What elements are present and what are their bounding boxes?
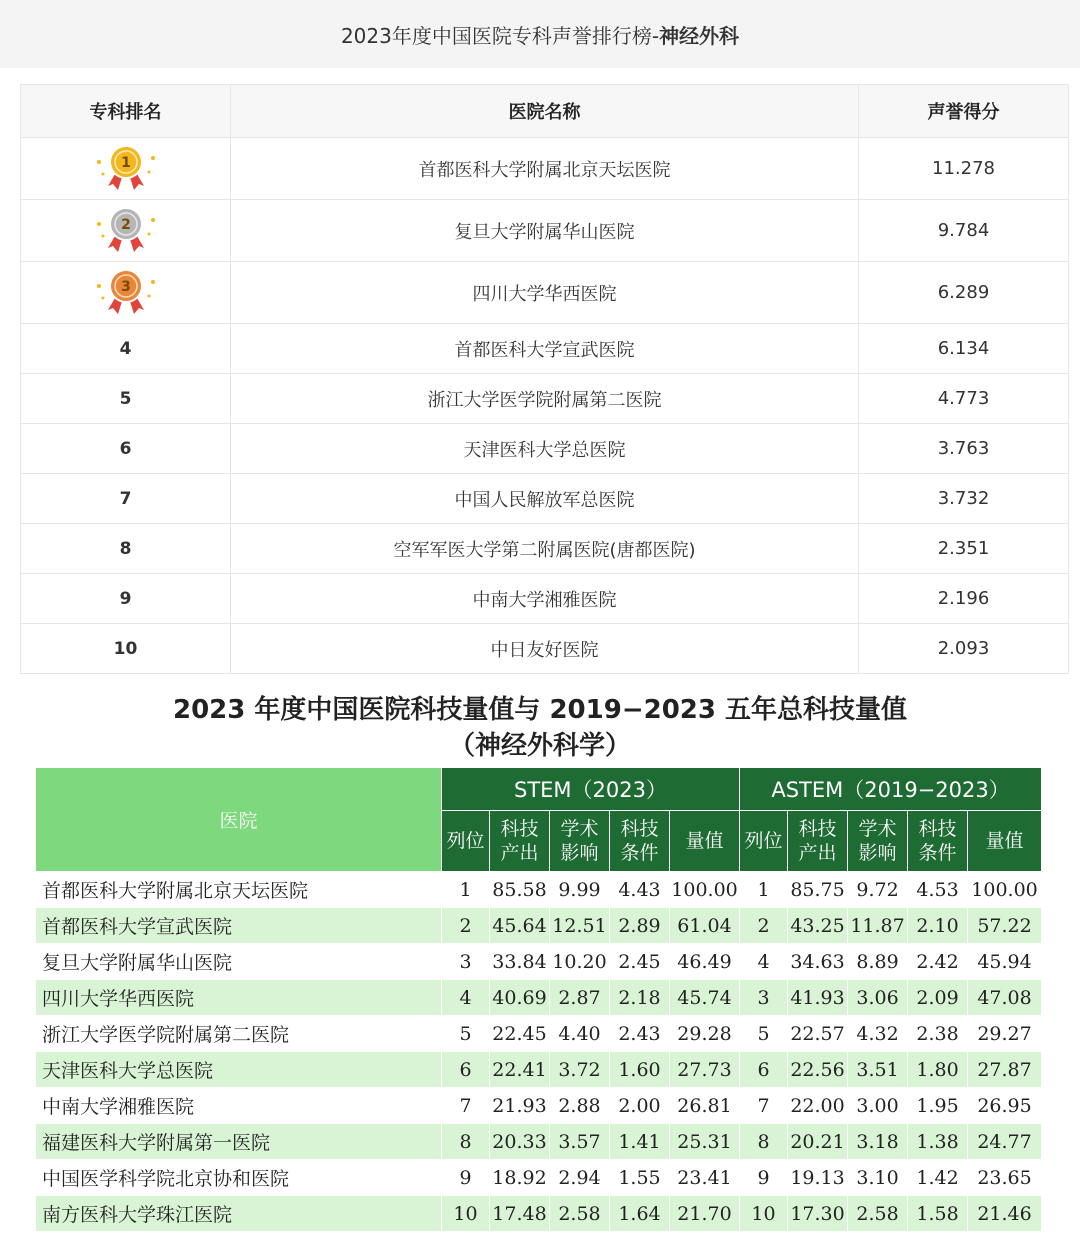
stem-row	[36, 1052, 1042, 1088]
stem-cell-value: 5	[442, 1016, 490, 1052]
stem-cell-value: 3.10	[848, 1160, 908, 1196]
stem-cell-value: 43.25	[788, 908, 848, 944]
ranking-title	[0, 0, 1080, 68]
stem-sub-header	[788, 811, 848, 872]
ranking-cell-hospital: 空军军医大学第二附属医院(唐都医院)	[231, 524, 859, 574]
stem-cell-value: 9	[442, 1160, 490, 1196]
stem-cell-value: 27.87	[968, 1052, 1042, 1088]
stem-cell-value: 45.94	[968, 944, 1042, 980]
stem-cell-value: 25.31	[670, 1124, 740, 1160]
ranking-cell-score: 9.784	[859, 200, 1069, 262]
stem-cell-value: 2.09	[908, 980, 968, 1016]
stem-cell-value: 47.08	[968, 980, 1042, 1016]
stem-cell-value: 3	[442, 944, 490, 980]
stem-cell-value: 57.22	[968, 908, 1042, 944]
ranking-cell-hospital: 中国人民解放军总医院	[231, 474, 859, 524]
stem-cell-hospital: 首都医科大学附属北京天坛医院	[36, 872, 442, 908]
stem-cell-value: 6	[442, 1052, 490, 1088]
stem-sub-header-line: 产出	[500, 842, 539, 864]
ranking-cell-score: 3.763	[859, 424, 1069, 474]
stem-cell-hospital: 天津医科大学总医院	[36, 1052, 442, 1088]
stem-cell-value: 2.45	[610, 944, 670, 980]
ranking-cell-rank: 7	[21, 474, 231, 524]
ranking-cell-hospital: 浙江大学医学院附属第二医院	[231, 374, 859, 424]
stem-cell-value: 12.51	[550, 908, 610, 944]
stem-cell-value: 45.74	[670, 980, 740, 1016]
stem-cell-value: 6	[740, 1052, 788, 1088]
stem-cell-value: 1.64	[610, 1196, 670, 1232]
ranking-title-prefix: 2023年度中国医院专科声誉排行榜-	[340, 23, 660, 48]
stem-row	[36, 1124, 1042, 1160]
ranking-cell-hospital: 中日友好医院	[231, 624, 859, 674]
stem-sub-header	[550, 811, 610, 872]
ranking-cell-score: 2.351	[859, 524, 1069, 574]
stem-cell-hospital: 首都医科大学宣武医院	[36, 908, 442, 944]
stem-cell-value: 20.21	[788, 1124, 848, 1160]
ranking-row	[21, 424, 1069, 474]
ranking-cell-hospital: 中南大学湘雅医院	[231, 574, 859, 624]
stem-cell-value: 20.33	[490, 1124, 550, 1160]
stem-cell-value: 2.38	[908, 1016, 968, 1052]
stem-cell-value: 22.57	[788, 1016, 848, 1052]
medal-rank-label: 1	[120, 155, 131, 171]
stem-cell-value: 40.69	[490, 980, 550, 1016]
stem-cell-value: 2.58	[848, 1196, 908, 1232]
ranking-cell-score: 11.278	[859, 138, 1069, 200]
stem-cell-value: 1.55	[610, 1160, 670, 1196]
stem-cell-value: 1.60	[610, 1052, 670, 1088]
stem-cell-value: 4.43	[610, 872, 670, 908]
stem-cell-value: 7	[442, 1088, 490, 1124]
stem-cell-hospital: 复旦大学附属华山医院	[36, 944, 442, 980]
stem-cell-value: 5	[740, 1016, 788, 1052]
stem-sub-header-line: 量值	[985, 830, 1024, 852]
stem-cell-value: 24.77	[968, 1124, 1042, 1160]
stem-cell-value: 1.42	[908, 1160, 968, 1196]
stem-cell-value: 22.41	[490, 1052, 550, 1088]
stem-cell-value: 3.18	[848, 1124, 908, 1160]
stem-cell-value: 21.70	[670, 1196, 740, 1232]
stem-sub-header-line: 影响	[858, 842, 897, 864]
stem-cell-value: 9	[740, 1160, 788, 1196]
stem-sub-header	[610, 811, 670, 872]
stem-title	[0, 692, 1080, 764]
stem-cell-value: 100.00	[670, 872, 740, 908]
stem-sub-header-line: 科技	[918, 818, 957, 840]
stem-cell-value: 10	[442, 1196, 490, 1232]
stem-cell-value: 2.94	[550, 1160, 610, 1196]
stem-cell-value: 27.73	[670, 1052, 740, 1088]
stem-cell-hospital: 浙江大学医学院附属第二医院	[36, 1016, 442, 1052]
stem-cell-value: 10	[740, 1196, 788, 1232]
ranking-cell-score: 6.289	[859, 262, 1069, 324]
ranking-table	[20, 84, 1069, 674]
ranking-table-body	[21, 138, 1069, 674]
stem-cell-value: 7	[740, 1088, 788, 1124]
stem-row	[36, 1016, 1042, 1052]
header-hospital: 医院名称	[231, 85, 859, 138]
stem-cell-value: 85.75	[788, 872, 848, 908]
stem-cell-value: 2.00	[610, 1088, 670, 1124]
ranking-cell-score: 2.093	[859, 624, 1069, 674]
stem-row	[36, 944, 1042, 980]
stem-sub-header	[490, 811, 550, 872]
stem-sub-header-line: 条件	[918, 842, 957, 864]
medal-rank-label: 2	[120, 217, 131, 233]
ranking-cell-rank: 5	[21, 374, 231, 424]
stem-cell-value: 2.18	[610, 980, 670, 1016]
ranking-cell-score: 6.134	[859, 324, 1069, 374]
stem-cell-value: 41.93	[788, 980, 848, 1016]
stem-table	[35, 767, 1042, 1232]
stem-cell-value: 3.72	[550, 1052, 610, 1088]
stem-sub-header	[442, 811, 490, 872]
stem-cell-value: 8	[442, 1124, 490, 1160]
stem-sub-header-line: 影响	[560, 842, 599, 864]
stem-sub-header-line: 科技	[798, 818, 837, 840]
stem-cell-value: 17.48	[490, 1196, 550, 1232]
ranking-cell-rank: 8	[21, 524, 231, 574]
stem-cell-value: 46.49	[670, 944, 740, 980]
gold-medal-icon	[91, 140, 161, 197]
stem-cell-value: 10.20	[550, 944, 610, 980]
stem-cell-value: 33.84	[490, 944, 550, 980]
header-rank: 专科排名	[21, 85, 231, 138]
ranking-row	[21, 524, 1069, 574]
ranking-cell-hospital: 首都医科大学附属北京天坛医院	[231, 138, 859, 200]
stem-sub-header-line: 产出	[798, 842, 837, 864]
ranking-cell-rank	[21, 262, 231, 324]
stem-cell-hospital: 中国医学科学院北京协和医院	[36, 1160, 442, 1196]
stem-cell-value: 100.00	[968, 872, 1042, 908]
bronze-medal-icon	[91, 264, 161, 321]
ranking-cell-rank: 6	[21, 424, 231, 474]
stem-sub-header-line: 条件	[620, 842, 659, 864]
stem-cell-value: 2	[442, 908, 490, 944]
stem-header-astem-2019-2023: ASTEM（2019−2023）	[740, 768, 1042, 811]
stem-cell-value: 61.04	[670, 908, 740, 944]
ranking-cell-rank: 4	[21, 324, 231, 374]
stem-cell-hospital: 四川大学华西医院	[36, 980, 442, 1016]
ranking-row	[21, 200, 1069, 262]
stem-header-stem-2023: STEM（2023）	[442, 768, 740, 811]
stem-cell-value: 45.64	[490, 908, 550, 944]
stem-cell-value: 1	[740, 872, 788, 908]
stem-sub-header	[908, 811, 968, 872]
stem-sub-header	[740, 811, 788, 872]
stem-header-hospital: 医院	[36, 768, 442, 872]
stem-cell-value: 8.89	[848, 944, 908, 980]
stem-cell-value: 1.80	[908, 1052, 968, 1088]
stem-cell-value: 3.51	[848, 1052, 908, 1088]
ranking-cell-score: 3.732	[859, 474, 1069, 524]
stem-cell-value: 23.65	[968, 1160, 1042, 1196]
stem-cell-value: 4.32	[848, 1016, 908, 1052]
stem-title-line2: （神经外科学）	[448, 731, 631, 761]
stem-sub-header-line: 列位	[744, 830, 783, 852]
stem-cell-value: 19.13	[788, 1160, 848, 1196]
ranking-cell-hospital: 首都医科大学宣武医院	[231, 324, 859, 374]
stem-cell-value: 85.58	[490, 872, 550, 908]
ranking-cell-hospital: 复旦大学附属华山医院	[231, 200, 859, 262]
stem-cell-value: 29.27	[968, 1016, 1042, 1052]
ranking-cell-score: 4.773	[859, 374, 1069, 424]
ranking-cell-score: 2.196	[859, 574, 1069, 624]
stem-row	[36, 1160, 1042, 1196]
stem-cell-value: 34.63	[788, 944, 848, 980]
stem-table-container	[35, 767, 1041, 1232]
stem-cell-value: 3.00	[848, 1088, 908, 1124]
stem-cell-value: 2.87	[550, 980, 610, 1016]
stem-cell-value: 9.72	[848, 872, 908, 908]
stem-cell-value: 2.10	[908, 908, 968, 944]
stem-cell-value: 2.88	[550, 1088, 610, 1124]
stem-cell-value: 4.40	[550, 1016, 610, 1052]
stem-cell-value: 1.41	[610, 1124, 670, 1160]
stem-cell-value: 3.06	[848, 980, 908, 1016]
stem-cell-value: 2.89	[610, 908, 670, 944]
stem-cell-hospital: 福建医科大学附属第一医院	[36, 1124, 442, 1160]
stem-sub-header-line: 学术	[560, 818, 599, 840]
stem-cell-value: 22.56	[788, 1052, 848, 1088]
ranking-row	[21, 138, 1069, 200]
stem-cell-value: 2.43	[610, 1016, 670, 1052]
ranking-cell-hospital: 天津医科大学总医院	[231, 424, 859, 474]
ranking-row	[21, 624, 1069, 674]
stem-cell-value: 1.95	[908, 1088, 968, 1124]
stem-sub-header-line: 科技	[620, 818, 659, 840]
stem-group-header-row	[36, 768, 1042, 811]
stem-sub-header-line: 学术	[858, 818, 897, 840]
ranking-header-row	[21, 85, 1069, 138]
stem-row	[36, 1196, 1042, 1232]
ranking-cell-hospital: 四川大学华西医院	[231, 262, 859, 324]
ranking-row	[21, 574, 1069, 624]
stem-cell-value: 9.99	[550, 872, 610, 908]
stem-cell-value: 18.92	[490, 1160, 550, 1196]
ranking-table-container	[20, 84, 1068, 674]
medal-rank-label: 3	[120, 279, 131, 295]
stem-cell-value: 1	[442, 872, 490, 908]
stem-cell-value: 26.95	[968, 1088, 1042, 1124]
stem-cell-value: 1.58	[908, 1196, 968, 1232]
stem-cell-value: 17.30	[788, 1196, 848, 1232]
stem-sub-header-line: 列位	[446, 830, 485, 852]
stem-cell-value: 2.58	[550, 1196, 610, 1232]
ranking-row	[21, 262, 1069, 324]
stem-cell-value: 21.93	[490, 1088, 550, 1124]
ranking-title-specialty: 神经外科	[659, 23, 740, 48]
stem-cell-value: 22.45	[490, 1016, 550, 1052]
stem-sub-header-line: 科技	[500, 818, 539, 840]
stem-cell-value: 23.41	[670, 1160, 740, 1196]
stem-cell-value: 3	[740, 980, 788, 1016]
stem-cell-value: 21.46	[968, 1196, 1042, 1232]
stem-cell-value: 2.42	[908, 944, 968, 980]
stem-cell-value: 4	[740, 944, 788, 980]
stem-row	[36, 1088, 1042, 1124]
stem-table-body	[36, 872, 1042, 1232]
ranking-row	[21, 474, 1069, 524]
stem-sub-header-line: 量值	[685, 830, 724, 852]
ranking-cell-rank	[21, 138, 231, 200]
ranking-cell-rank	[21, 200, 231, 262]
stem-cell-value: 29.28	[670, 1016, 740, 1052]
stem-cell-value: 8	[740, 1124, 788, 1160]
stem-row	[36, 908, 1042, 944]
stem-cell-value: 22.00	[788, 1088, 848, 1124]
stem-cell-value: 4	[442, 980, 490, 1016]
stem-cell-value: 26.81	[670, 1088, 740, 1124]
ranking-cell-rank: 9	[21, 574, 231, 624]
stem-row	[36, 872, 1042, 908]
stem-cell-value: 3.57	[550, 1124, 610, 1160]
header-score: 声誉得分	[859, 85, 1069, 138]
ranking-cell-rank: 10	[21, 624, 231, 674]
stem-cell-hospital: 中南大学湘雅医院	[36, 1088, 442, 1124]
stem-cell-value: 11.87	[848, 908, 908, 944]
stem-sub-header	[848, 811, 908, 872]
stem-sub-header	[968, 811, 1042, 872]
stem-cell-value: 1.38	[908, 1124, 968, 1160]
stem-cell-value: 2	[740, 908, 788, 944]
stem-sub-header	[670, 811, 740, 872]
stem-title-line1: 2023 年度中国医院科技量值与 2019−2023 五年总科技量值	[172, 695, 908, 725]
stem-row	[36, 980, 1042, 1016]
stem-cell-hospital: 南方医科大学珠江医院	[36, 1196, 442, 1232]
silver-medal-icon	[91, 202, 161, 259]
ranking-row	[21, 324, 1069, 374]
ranking-row	[21, 374, 1069, 424]
stem-cell-value: 4.53	[908, 872, 968, 908]
